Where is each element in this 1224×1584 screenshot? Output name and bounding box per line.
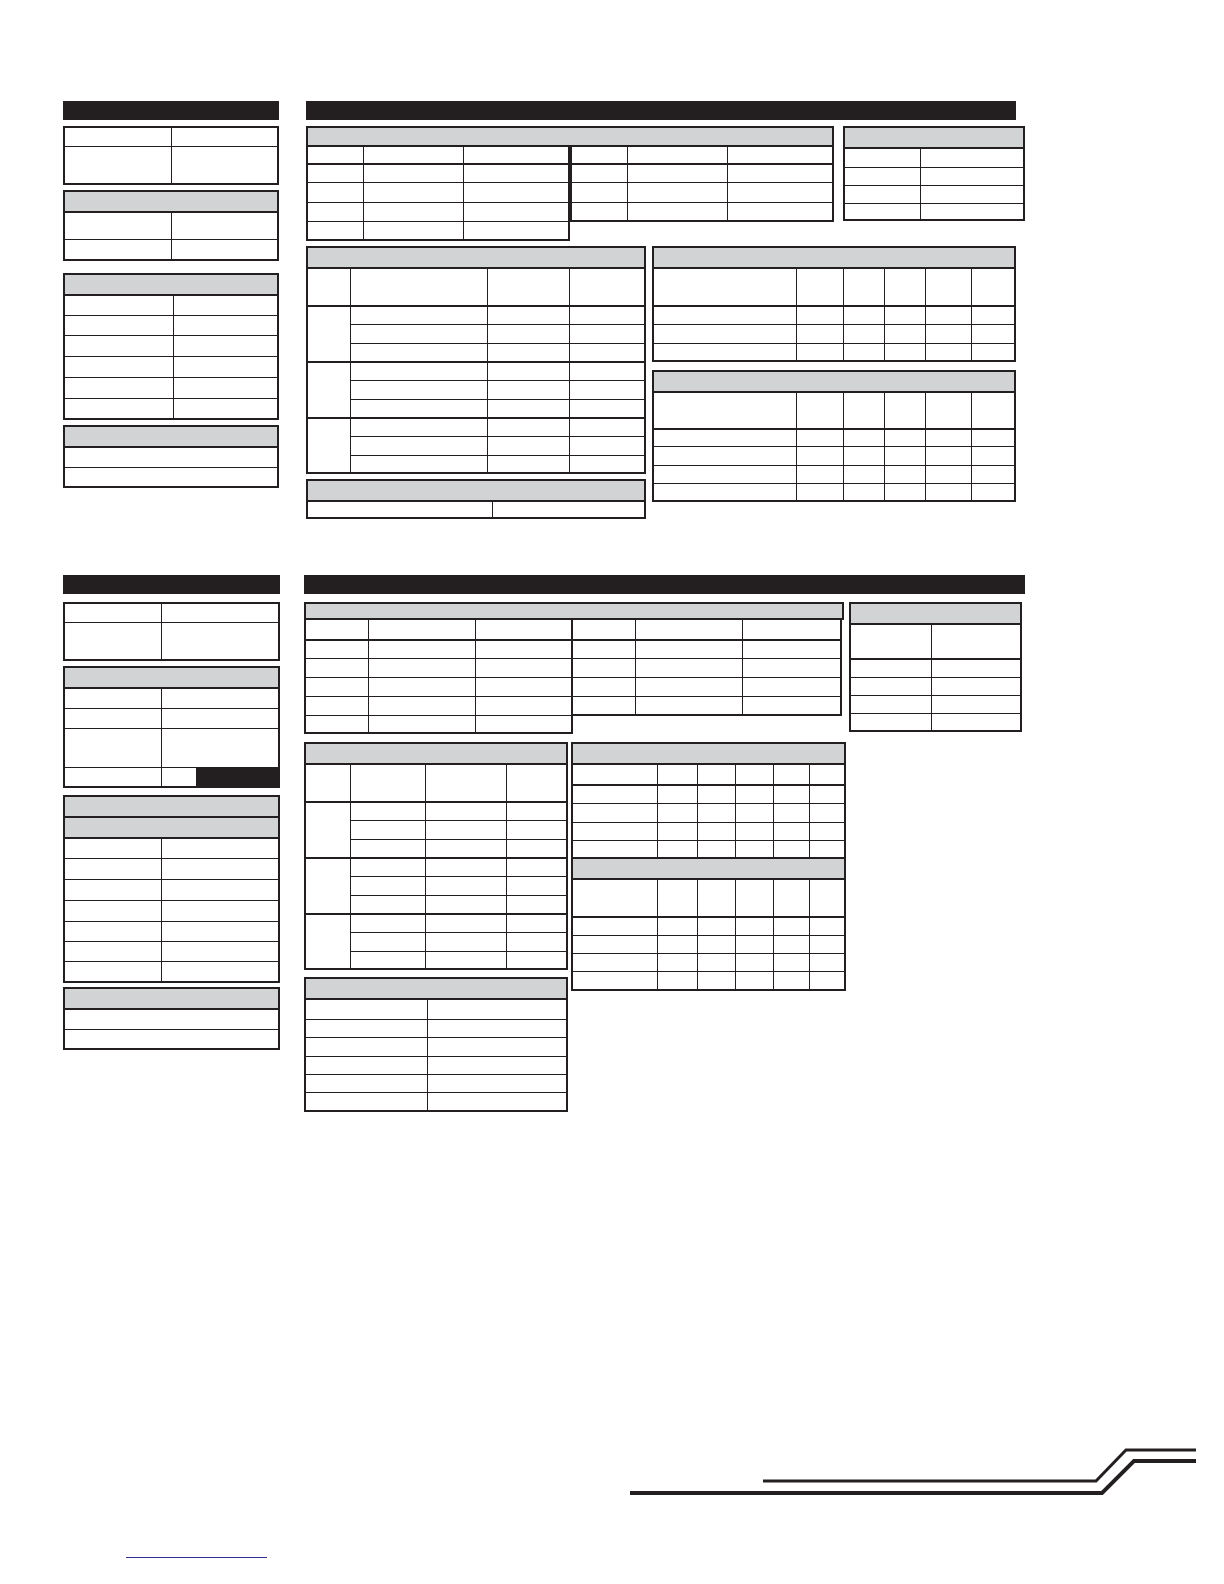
table-header — [63, 666, 280, 689]
bottom-main-grouped-table — [304, 742, 568, 970]
top-main-wide-header — [306, 126, 834, 147]
top-main-grid-table-1 — [652, 246, 1016, 362]
table-header — [304, 742, 568, 765]
table-header — [843, 126, 1025, 149]
bottom-main-wide-table-right — [571, 618, 842, 716]
blacked-out-cell — [196, 767, 278, 786]
footer-link-underline[interactable] — [126, 1557, 267, 1558]
table-header — [652, 370, 1016, 393]
bottom-left-title-bar — [63, 575, 280, 594]
top-main-grid-table-2 — [652, 370, 1016, 502]
top-left-table-3 — [63, 273, 279, 420]
bottom-left-info-table — [63, 602, 280, 661]
table-header — [63, 987, 280, 1010]
table-header — [304, 977, 568, 1000]
top-left-info-table — [63, 126, 279, 185]
bottom-main-wide-table-left — [304, 618, 573, 734]
bottom-main-small-right-table — [849, 602, 1022, 732]
table-header — [63, 273, 279, 296]
top-left-table-4 — [63, 425, 279, 488]
table-header — [306, 479, 646, 502]
bottom-main-grid-table-2 — [571, 857, 846, 991]
top-left-table-2 — [63, 190, 279, 261]
top-main-wide-table-right — [570, 145, 834, 222]
bottom-main-grid-table-1 — [571, 742, 846, 859]
table-header — [652, 246, 1016, 269]
bottom-left-table-2 — [63, 666, 280, 788]
top-main-grouped-table — [306, 246, 646, 474]
top-main-small-right-table — [843, 126, 1025, 221]
bottom-main-summary-table — [304, 977, 568, 1112]
table-header — [63, 795, 280, 818]
top-left-title-bar — [63, 101, 279, 120]
table-subheader — [63, 816, 280, 839]
top-main-wide-table-left — [306, 145, 570, 241]
table-header — [306, 246, 646, 269]
bottom-left-table-3 — [63, 795, 280, 983]
bottom-left-table-4 — [63, 987, 280, 1050]
table-header — [849, 602, 1022, 625]
top-main-summary-table — [306, 479, 646, 519]
table-header — [571, 742, 846, 765]
table-header — [63, 190, 279, 213]
table-header — [63, 425, 279, 448]
table-header — [571, 857, 846, 880]
top-main-title-bar — [306, 101, 1016, 120]
bottom-main-title-bar — [304, 575, 1025, 594]
